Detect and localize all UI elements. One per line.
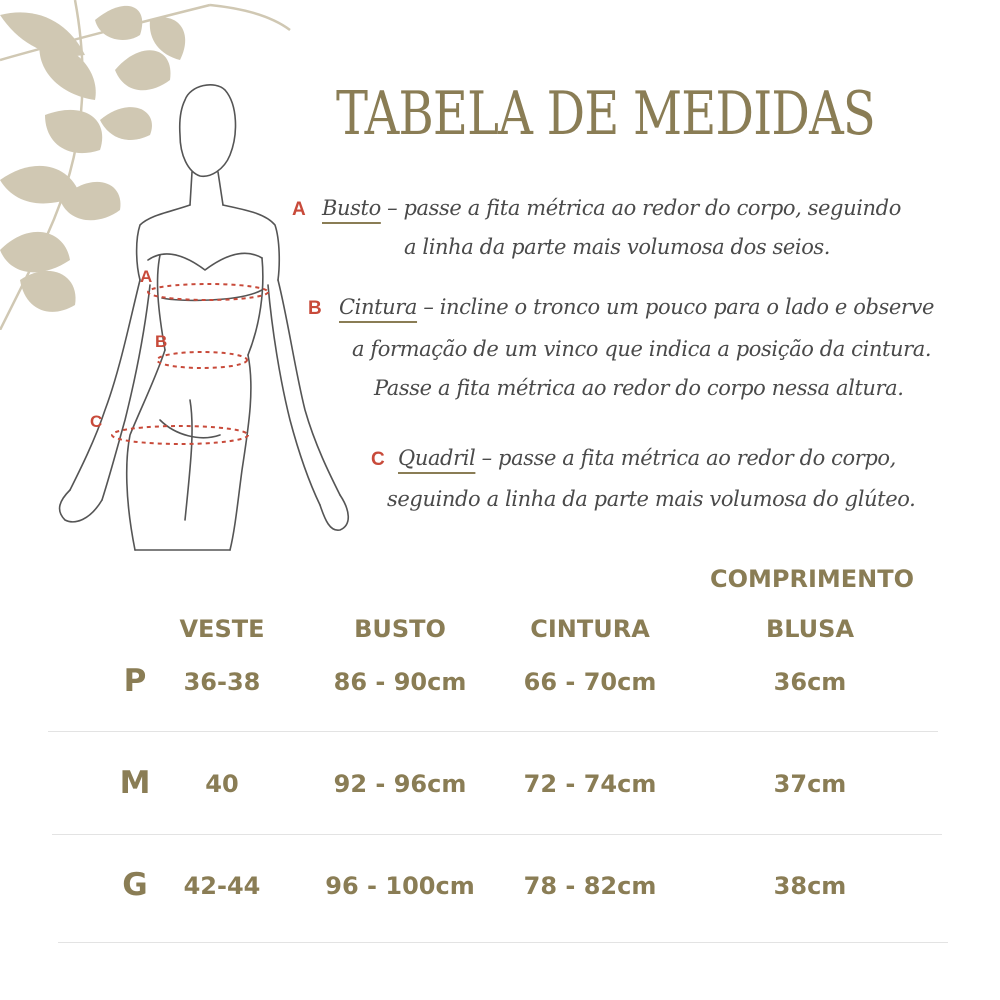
header-comprimento: COMPRIMENTO <box>709 565 915 593</box>
cell-p-cintura: 66 - 70cm <box>523 668 657 696</box>
measure-c-line1: Quadril – passe a fita métrica ao redor do corpo, <box>398 446 896 470</box>
row-divider <box>48 731 938 732</box>
measure-c-term: Quadril <box>398 446 476 470</box>
cell-m-cintura: 72 - 74cm <box>523 770 657 798</box>
measure-c-letter: C <box>371 449 385 470</box>
measure-a-term: Busto <box>322 196 381 220</box>
cell-p-veste: 36-38 <box>183 668 261 696</box>
cell-m-busto: 92 - 96cm <box>333 770 467 798</box>
measure-a-line2: a linha da parte mais volumosa dos seios. <box>404 235 831 259</box>
cell-p-busto: 86 - 90cm <box>333 668 467 696</box>
row-divider <box>58 942 948 943</box>
body-figure-illustration <box>40 80 360 565</box>
cell-g-comprimento: 38cm <box>773 872 847 900</box>
measure-b-line3: Passe a fita métrica ao redor do corpo nessa altura. <box>374 376 904 400</box>
measure-a-letter: A <box>292 199 306 220</box>
measure-b-term: Cintura <box>339 295 418 319</box>
measure-c-line2: seguindo a linha da parte mais volumosa do glúteo. <box>387 487 916 511</box>
cell-m-veste: 40 <box>205 770 239 798</box>
cell-p-comprimento: 36cm <box>773 668 847 696</box>
header-busto: BUSTO <box>354 615 446 643</box>
cell-g-busto: 96 - 100cm <box>325 872 475 900</box>
header-veste: VESTE <box>179 615 265 643</box>
size-g: G <box>122 867 148 903</box>
measure-b-letter: B <box>308 298 322 319</box>
cell-m-comprimento: 37cm <box>773 770 847 798</box>
header-blusa: BLUSA <box>765 615 855 643</box>
row-divider <box>52 834 942 835</box>
figure-marker-a: A <box>140 267 153 286</box>
header-cintura: CINTURA <box>530 615 650 643</box>
figure-marker-b: B <box>155 332 168 351</box>
measure-b-line2: a formação de um vinco que indica a posição da cintura. <box>352 337 932 361</box>
size-p: P <box>123 663 147 699</box>
size-m: M <box>119 765 151 801</box>
cell-g-veste: 42-44 <box>183 872 261 900</box>
measure-b-line1: Cintura – incline o tronco um pouco para o lado e observe <box>339 295 935 319</box>
measure-a-line1: Busto – passe a fita métrica ao redor do corpo, seguindo <box>322 196 901 220</box>
page-title: TABELA DE MEDIDAS <box>336 79 876 149</box>
figure-marker-c: C <box>90 412 103 431</box>
cell-g-cintura: 78 - 82cm <box>523 872 657 900</box>
